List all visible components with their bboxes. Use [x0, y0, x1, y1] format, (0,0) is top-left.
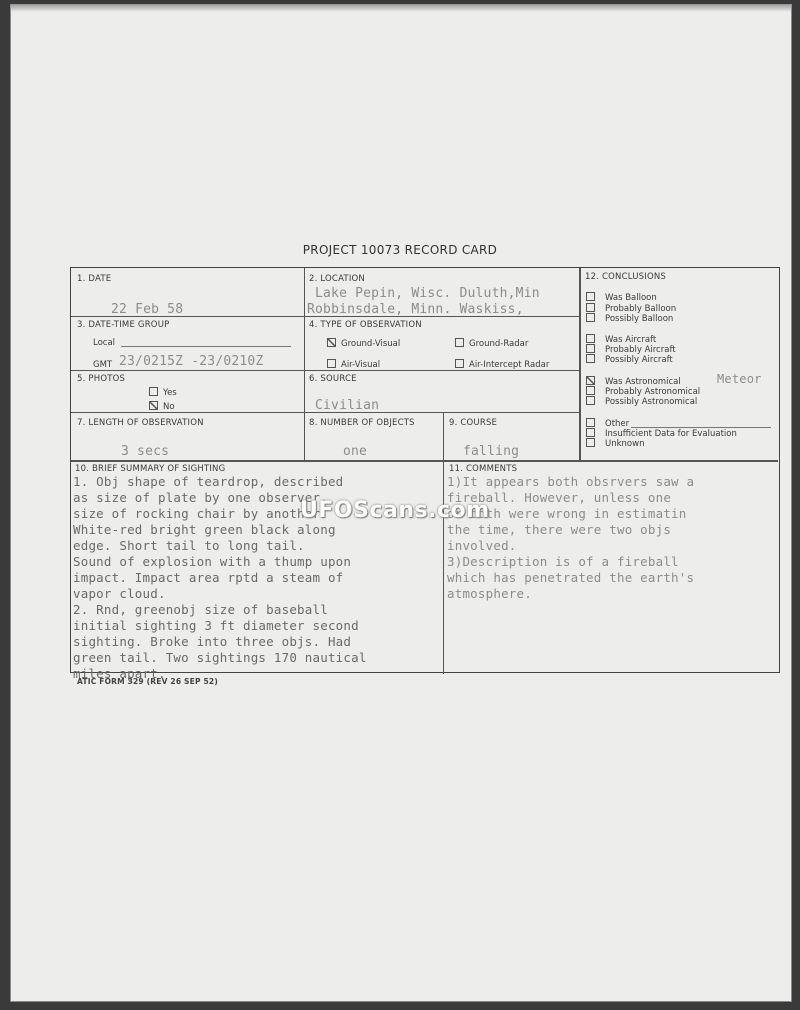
- checkbox-icon: [586, 313, 595, 322]
- photos-no: [149, 401, 175, 412]
- summary-line: size of rocking chair by another.: [73, 506, 328, 521]
- conclusion-label: Possibly Astronomical: [605, 397, 698, 407]
- divider-conclusions: [579, 268, 581, 460]
- type-air-visual-label: Air-Visual: [341, 360, 381, 370]
- comments-text: [447, 474, 777, 602]
- type-air-visual: [327, 359, 380, 370]
- checkbox-icon: [586, 292, 595, 301]
- summary-line: 1. Obj shape of teardrop, described: [73, 474, 344, 489]
- photos-yes-label: Yes: [163, 388, 177, 398]
- summary-line: edge. Short tail to long tail.: [73, 538, 305, 553]
- conclusion-label: Was Aircraft: [605, 335, 657, 345]
- checkbox-icon: [586, 303, 595, 312]
- summary-label: 10. BRIEF SUMMARY OF SIGHTING: [75, 464, 226, 474]
- photos-no-label: No: [163, 402, 175, 412]
- type-obs-label: 4. TYPE OF OBSERVATION: [309, 320, 422, 330]
- summary-line: miles apart.: [73, 666, 166, 681]
- location-line1: Lake Pepin, Wisc. Duluth,Min: [315, 286, 540, 301]
- checkbox-icon: [586, 334, 595, 343]
- checkbox-icon: [586, 354, 595, 363]
- conclusion-possibly-aircraft: [586, 354, 673, 365]
- conclusion-label: Was Astronomical: [605, 377, 681, 387]
- summary-line: White-red bright green black along: [73, 522, 336, 537]
- conclusion-label: Probably Aircraft: [605, 345, 676, 355]
- checkbox-icon: [586, 396, 595, 405]
- length-value: 3 secs: [121, 444, 170, 459]
- comment-line: 3)Description is of a fireball: [447, 554, 679, 569]
- dtg-label: 3. DATE-TIME GROUP: [77, 320, 170, 330]
- checkbox-icon: [455, 359, 464, 368]
- divider-row2: [71, 370, 579, 371]
- checkbox-checked-icon: [586, 376, 595, 385]
- dtg-gmt-label: GMT: [93, 360, 113, 370]
- dtg-local-line: [121, 346, 291, 347]
- conclusion-possibly-balloon: [586, 313, 673, 324]
- checkbox-icon: [455, 338, 464, 347]
- conclusion-label: Probably Astronomical: [605, 387, 701, 397]
- divider-course: [443, 412, 444, 674]
- checkbox-checked-icon: [149, 401, 158, 410]
- summary-line: 2. Rnd, greenobj size of baseball: [73, 602, 328, 617]
- type-ground-visual-label: Ground-Visual: [341, 339, 401, 349]
- form-footer: ATIC FORM 329 (REV 26 SEP 52): [77, 677, 218, 686]
- conclusion-possibly-astronomical: [586, 396, 697, 407]
- divider-summary: [71, 460, 778, 462]
- conclusion-label: Was Balloon: [605, 293, 657, 303]
- comment-line: or both were wrong in estimatin: [447, 506, 687, 521]
- conclusion-unknown: [586, 438, 644, 449]
- conclusions-label: 12. CONCLUSIONS: [585, 272, 667, 282]
- divider-col2: [304, 268, 305, 460]
- checkbox-checked-icon: [327, 338, 336, 347]
- scan-edge: [10, 4, 792, 12]
- conclusion-label: Insufficient Data for Evaluation: [605, 429, 737, 439]
- conclusion-label: Unknown: [605, 439, 645, 449]
- summary-line: vapor cloud.: [73, 586, 166, 601]
- comment-line: the time, there were two objs: [447, 522, 672, 537]
- type-air-intercept-label: Air-Intercept Radar: [469, 360, 550, 370]
- comment-line: fireball. However, unless one: [447, 490, 672, 505]
- checkbox-icon: [149, 387, 158, 396]
- location-line2: Robbinsdale, Minn. Waskiss,: [307, 302, 524, 317]
- conclusion-label: Other: [605, 419, 630, 429]
- comments-label: 11. COMMENTS: [449, 464, 518, 474]
- location-label: 2. LOCATION: [309, 274, 365, 284]
- checkbox-icon: [586, 428, 595, 437]
- summary-line: sighting. Broke into three objs. Had: [73, 634, 352, 649]
- length-label: 7. LENGTH OF OBSERVATION: [77, 418, 204, 428]
- summary-line: Sound of explosion with a thump upon: [73, 554, 352, 569]
- summary-line: green tail. Two sightings 170 nautical: [73, 650, 367, 665]
- comment-line: involved.: [447, 538, 517, 553]
- course-label: 9. COURSE: [449, 418, 498, 428]
- summary-line: impact. Impact area rptd a steam of: [73, 570, 344, 585]
- checkbox-icon: [327, 359, 336, 368]
- type-ground-radar: [455, 338, 528, 349]
- checkbox-icon: [586, 386, 595, 395]
- date-value: 22 Feb 58: [111, 302, 184, 317]
- num-objects-label: 8. NUMBER OF OBJECTS: [309, 418, 415, 428]
- checkbox-icon: [586, 438, 595, 447]
- comment-line: 1)It appears both obsrvers saw a: [447, 474, 695, 489]
- photos-label: 5. PHOTOS: [77, 374, 126, 384]
- type-air-intercept: [455, 359, 549, 370]
- date-label: 1. DATE: [77, 274, 112, 284]
- type-ground-radar-label: Ground-Radar: [469, 339, 529, 349]
- comment-line: which has penetrated the earth's: [447, 570, 695, 585]
- conclusion-astro-note: Meteor: [717, 372, 762, 386]
- checkbox-icon: [586, 418, 595, 427]
- dtg-local-label: Local: [93, 338, 116, 348]
- dtg-gmt-value: 23/0215Z -23/0210Z: [119, 354, 264, 369]
- checkbox-icon: [586, 344, 595, 353]
- num-objects-value: one: [343, 444, 368, 459]
- page-title: PROJECT 10073 RECORD CARD: [302, 243, 498, 257]
- record-card: [70, 267, 780, 681]
- summary-line: as size of plate by one observer,: [73, 490, 328, 505]
- conclusion-was-balloon: [586, 292, 657, 303]
- source-label: 6. SOURCE: [309, 374, 357, 384]
- watermark: UFOScans.com: [300, 498, 490, 523]
- type-ground-visual: [327, 338, 400, 349]
- course-value: falling: [463, 444, 520, 459]
- conclusion-label: Probably Balloon: [605, 304, 677, 314]
- source-value: Civilian: [315, 398, 380, 413]
- conclusion-label: Possibly Aircraft: [605, 355, 673, 365]
- photos-yes: [149, 387, 177, 398]
- summary-line: initial sighting 3 ft diameter second: [73, 618, 359, 633]
- comment-line: atmosphere.: [447, 586, 532, 601]
- conclusion-label: Possibly Balloon: [605, 314, 674, 324]
